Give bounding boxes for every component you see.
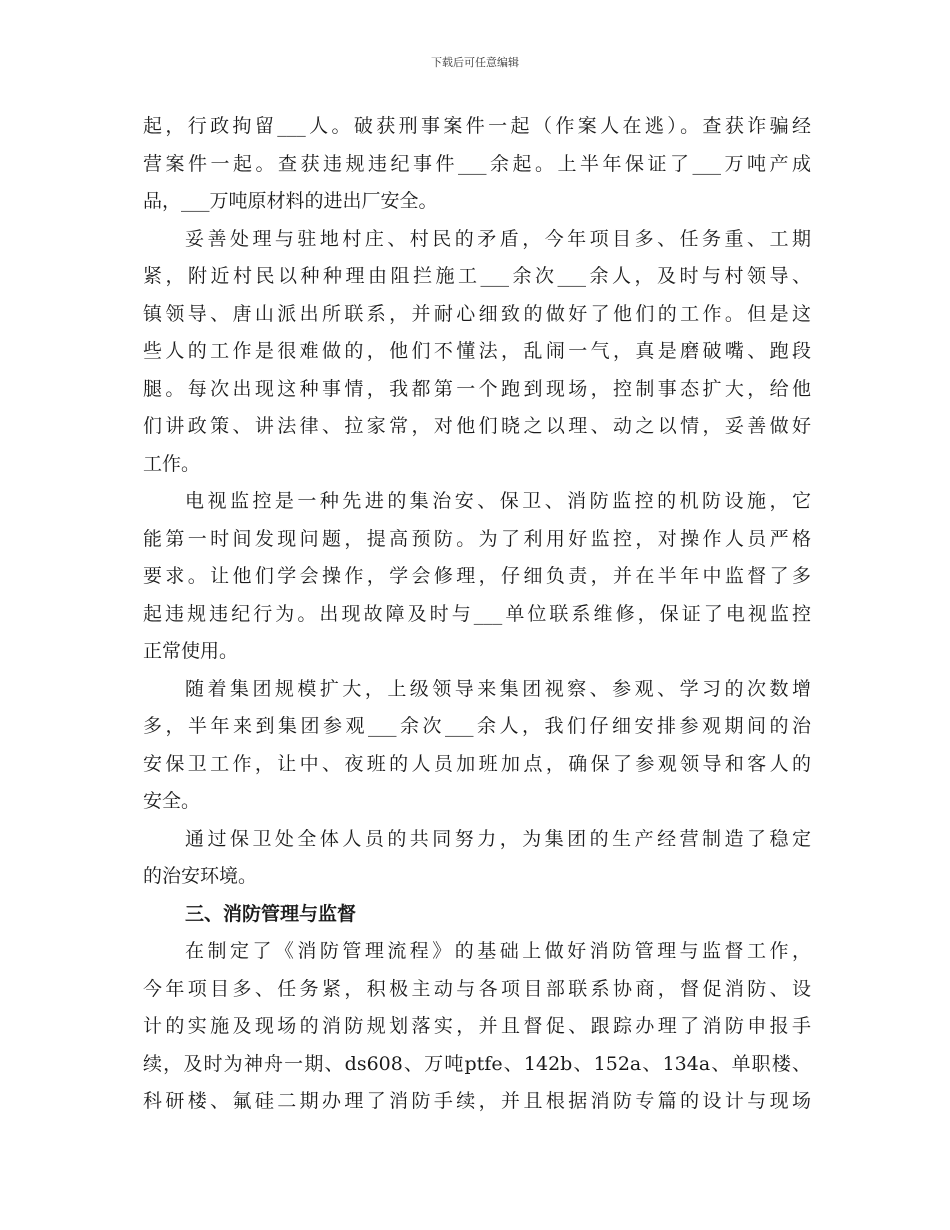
text-line: 品，___万吨原材料的进出厂安全。 xyxy=(143,190,438,212)
text-line: 腿。每次出现这种事情，我都第一个跑到现场，控制事态扩大，给他 xyxy=(143,377,811,400)
text-line: 紧，附近村民以种种理由阻拦施工___余次___余人，及时与村领导、 xyxy=(143,265,811,287)
section-heading: 三、消防管理与监督 xyxy=(185,902,357,925)
text-line: 通过保卫处全体人员的共同努力，为集团的生产经营制造了稳定 xyxy=(185,827,811,850)
text-line: 妥善处理与驻地村庄、村民的矛盾，今年项目多、任务重、工期 xyxy=(185,227,811,250)
text-line: 安保卫工作，让中、夜班的人员加班加点，确保了参观领导和客人的 xyxy=(143,752,811,775)
text-line: 们讲政策、讲法律、拉家常，对他们晓之以理、动之以情，妥善做好 xyxy=(143,415,811,437)
text-line: 正常使用。 xyxy=(143,640,239,662)
text-line: 起违规违纪行为。出现故障及时与___单位联系维修，保证了电视监控 xyxy=(143,602,811,625)
text-line: 起，行政拘留___人。破获刑事案件一起（作案人在逃）。查获诈骗经 xyxy=(143,115,811,137)
text-line: 的治安环境。 xyxy=(143,865,258,887)
text-line: 营案件一起。查获违规违纪事件___余起。上半年保证了___万吨产成 xyxy=(143,152,811,175)
text-line: 续，及时为神舟一期、ds608、万吨ptfe、142b、152a、134a、单职楼、 xyxy=(143,1052,811,1075)
text-line: 随着集团规模扩大，上级领导来集团视察、参观、学习的次数增 xyxy=(185,677,811,700)
document-body xyxy=(143,108,811,1121)
text-line: 工作。 xyxy=(143,452,201,475)
page-header: 下载后可任意编辑 xyxy=(431,56,519,69)
text-line: 计的实施及现场的消防规划落实，并且督促、跟踪办理了消防申报手 xyxy=(143,1015,811,1037)
text-line: 电视监控是一种先进的集治安、保卫、消防监控的机防设施，它 xyxy=(185,490,811,512)
text-line: 些人的工作是很难做的，他们不懂法，乱闹一气，真是磨破嘴、跑段 xyxy=(143,340,811,362)
text-line: 能第一时间发现问题，提高预防。为了利用好监控，对操作人员严格 xyxy=(143,527,811,550)
text-line: 要求。让他们学会操作，学会修理，仔细负责，并在半年中监督了多 xyxy=(143,565,811,587)
text-line: 科研楼、氟硅二期办理了消防手续，并且根据消防专篇的设计与现场 xyxy=(143,1090,811,1112)
text-line: 多，半年来到集团参观___余次___余人，我们仔细安排参观期间的治 xyxy=(143,715,811,737)
text-line: 安全。 xyxy=(143,790,201,812)
text-line: 在制定了《消防管理流程》的基础上做好消防管理与监督工作， xyxy=(185,940,811,962)
text-line: 镇领导、唐山派出所联系，并耐心细致的做好了他们的工作。但是这 xyxy=(143,302,811,325)
text-line: 今年项目多、任务紧，积极主动与各项目部联系协商，督促消防、设 xyxy=(143,977,811,1000)
